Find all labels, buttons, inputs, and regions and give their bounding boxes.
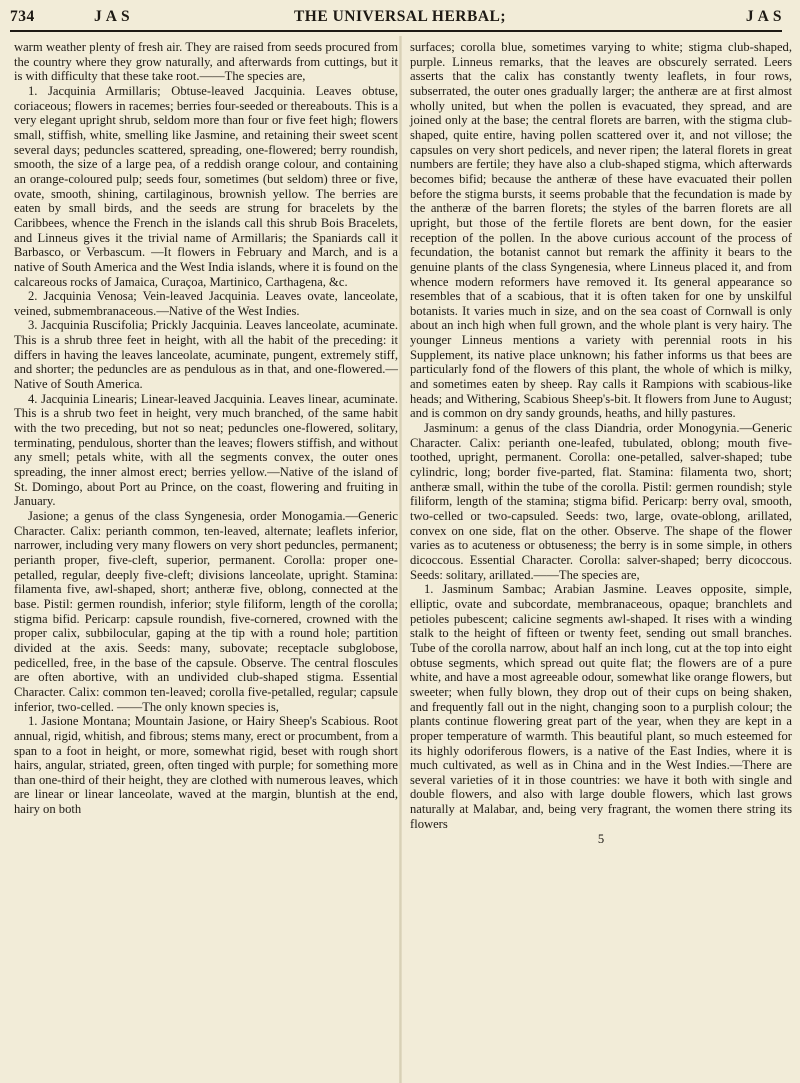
right-column	[410, 40, 792, 847]
running-head-right: J A S	[745, 8, 782, 25]
book-title: THE UNIVERSAL HERBAL;	[293, 8, 507, 25]
column-gutter	[399, 36, 402, 1083]
running-head-left: J A S	[94, 8, 131, 25]
left-column	[14, 40, 398, 817]
paragraph: 2. Jacquinia Venosa; Vein-leaved Jacquinia. Leaves ovate, lanceolate, veined, submembranaceous.—Native of the West Indies.	[14, 289, 398, 318]
paragraph: 3. Jacquinia Ruscifolia; Prickly Jacquinia. Leaves lanceolate, acuminate. This is a shrub three feet in height, with all the habit of the preceding: it differs in having the leaves lanceolate, acuminate, pungent, extremely stiff, and shorter; the peduncles are as pendulous as in that, and one-flowered.—Native of South America.	[14, 318, 398, 392]
signature-mark: 5	[597, 832, 605, 847]
paragraph: 4. Jacquinia Linearis; Linear-leaved Jacquinia. Leaves linear, acuminate. This is a shrub two feet in height, very much branched, of the same habit with the two preceding, but not so neat; peduncles one-flowered, solitary, terminating, pendulous, shorter than the leaves; flowers stiffish, and without any smell; petals white, with all the segments convex, the outer ones spreading, the inner almost erect; berries yellow.—Native of the island of St. Domingo, about Port au Prince, on the coast, flowering and fruiting in January.	[14, 391, 398, 509]
paragraph: 1. Jasione Montana; Mountain Jasione, or Hairy Sheep's Scabious. Root annual, rigid, whitish, and fibrous; stems many, erect or procumbent, from a span to a foot in height, or more, somewhat rigid, beset with rough short hairs, angular, striated, green, often tinged with purple; for something more than one-third of their height, they are clothed with numerous leaves, which are linear or linear lanceolate, waved at the margin, bluntish at the end, hairy on both	[14, 714, 398, 817]
running-header	[10, 6, 782, 32]
paragraph: surfaces; corolla blue, sometimes varying to white; stigma club-shaped, purple. Linneus remarks, that the leaves are obscurely serrated. Leers asserts that the calix has constantly twenty leaflets, in four rows, subserrated, the outer ones gradually larger; the antheræ are at first almost wholly united, but when the pollen is evacuated, they spread, and are joined only at the base; the central florets are barren, with the stigma club-shaped, quite entire, having pollen scattered over it, and not villose; the capsules on very short pedicels, and never ripen; the lateral florets in great numbers are fertile; they have also a club-shaped stigma, which afterwards becomes bifid; because the antheræ of these have evacuated their pollen before the stigma bursts, it seems probable that the fecundation is made by the antheræ of the barren florets; the styles of the barren florets are all upright, but those of the fertile florets are bent down, for the easier reception of the pollen. In the above curious account of the process of fecundation, the botanist cannot but remark the affinity it bears to the genuine plants of the class Syngenesia, where Linneus placed it, and from whence modern reformers have removed it. Its general appearance so resembles that of a scabious, that it is often taken for one by unskilful botanists. It varies much in size, and on the sea coast of Cornwall is only about an inch high when full grown, and the whole plant is very hairy. The younger Linneus mentions a variety with perennial roots in his Supplement, its native place unknown; his father informs us that bees are particularly fond of the flowers of this plant, the whole of which is milky, and sometimes eaten by sheep. Ray calls it Rampions with scabious-like heads; and Withering, Scabious Sheep's-bit. It flowers from June to August; and is common on dry sandy grounds, heaths, and hilly pastures.	[410, 40, 792, 421]
paragraph: 1. Jacquinia Armillaris; Obtuse-leaved Jacquinia. Leaves obtuse, coriaceous; flowers in racemes; berries four-seeded or thereabouts. This is a very elegant upright shrub, seldom more than four or five feet high; flowers small, stiffish, white, smelling like Jasmine, and retaining their sweet scent several days; peduncles scattered, spreading, one-flowered; berry roundish, smooth, the size of a large pea, of a reddish orange colour, and containing an orange-coloured pulp; seeds four, sometimes (but seldom) three or five, ovate, smooth, shining, cartilaginous, brownish yellow. The berries are eaten by small birds, and the seeds are strung for bracelets by the Caribbees, whence the French in the islands call this shrub Bois Bracelets, and Linneus gives it the trivial name of Armillaris; the Spaniards call it Barbasco, or Verbascum. —It flowers in February and March, and is a native of South America and the West India islands, where it is found on the calcareous rocks of Jamaica, Curaçoa, Martinico, Carthagena, &c.	[14, 83, 398, 289]
paragraph: Jasminum: a genus of the class Diandria, order Monogynia.—Generic Character. Calix: perianth one-leafed, tubulated, oblong; mouth five-toothed, upright, permanent. Corolla: one-petalled, salver-shaped; tube cylindric, long; border five-parted, flat. Stamina: filamenta two, short; antheræ small, within the tube of the corolla. Pistil: germen roundish; style filiform, length of the stamina; stigma bifid. Pericarp: berry oval, smooth, two-celled or two-capsuled. Seeds: two, large, ovate-oblong, arillated, convex on one side, flat on the other. Observe. The shape of the flower varies as to acuteness or obtuseness; the berry is in some simple, in others dicoccous. Essential Character. Corolla: salver-shaped; berry dicoccous. Seeds: solitary, arillated.——The species are,	[410, 421, 792, 582]
page-number: 734	[10, 8, 35, 25]
paragraph: Jasione; a genus of the class Syngenesia, order Monogamia.—Generic Character. Calix: perianth common, ten-leaved, alternate; leaflets inferior, narrower, including very many flowers on very short peduncles, permanent; perianth proper, five-cleft, superior, permanent. Corolla: proper one-petalled, regular, deeply five-cleft; divisions lanceolate, upright. Stamina: filamenta five, awl-shaped, short; antheræ five, oblong, connected at the base. Pistil: germen roundish, inferior; style filiform, length of the corolla; stigma bifid. Pericarp: capsule roundish, five-cornered, crowned with the proper calix, subbilocular, gaping at the tip with a round hole; partition divided at the axis. Seeds: many, subovate; receptacle subglobose, pedicelled, free, in the base of the capsule. Observe. The central floscules are often abortive, with an undivided club-shaped stigma. Essential Character. Calix: common ten-leaved; corolla five-petalled, regular; capsule inferior, two-celled. ——The only known species is,	[14, 509, 398, 714]
paragraph: warm weather plenty of fresh air. They are raised from seeds procured from the country where they grow naturally, and afterwards from cuttings, but it is with difficulty that these take root.——The species are,	[14, 40, 398, 84]
paragraph: 1. Jasminum Sambac; Arabian Jasmine. Leaves opposite, simple, elliptic, ovate and subcordate, membranaceous, opaque; branchlets and petioles pubescent; calicine segments awl-shaped. It rises with a winding stalk to the height of fifteen or twenty feet, sending out small branches. Tube of the corolla narrow, about half an inch long, cut at the top into eight obtuse segments, which spread out quite flat; the flowers are of a pure white, and have a most agreeable odour, somewhat like orange flowers, but sweeter; when fully blown, they drop out of their cups on being shaken, and frequently fall out in the night, changing soon to a purplish colour; the plants continue flowering great part of the year, when they are kept in a proper temperature of warmth. This beautiful plant, so much esteemed for its highly odoriferous flowers, is a native of the East Indies, where it is much cultivated, as well as in China and in the West Indies.—There are several varieties of it in those countries: we have it both with single and double flowers, and also with large double flowers, which last grows naturally at Malabar, and, being very fragrant, the women there string its flowers	[410, 582, 792, 831]
